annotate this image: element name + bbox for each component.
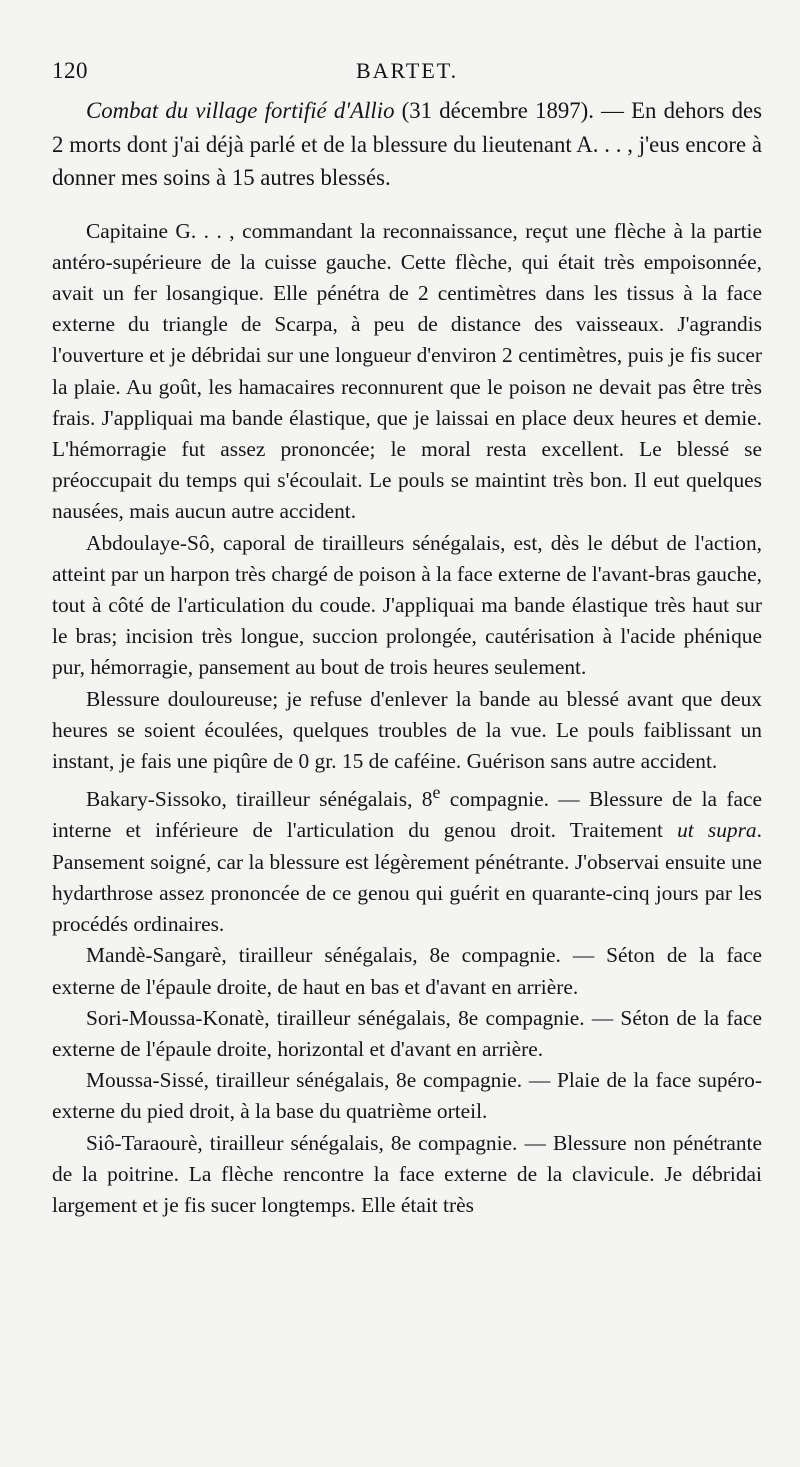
running-head: BARTET. [356,58,459,83]
bakary-text: compagnie. — Blessure de la face interne et inférieure de l'articulation du genou droit. Traitement [52,787,762,843]
paragraph-abdoulaye: Abdoulaye-Sô, caporal de tirailleurs sénégalais, est, dès le début de l'action, atteint par un harpon très chargé de poison à la face externe de l'avant-bras gauche, tout à côté de l'articulation du coude. J'appliquai ma bande élastique très haut sur le bras; incision très longue, succion prolongée, cautérisation à l'acide phénique pur, hémorragie, pansement au bout de trois heures seulement. [52,530,762,680]
bakary-superscript: e [432,782,441,803]
section-heading: Combat du village fortifié d'Allio [86,98,395,123]
paragraph-blessure: Blessure douloureuse; je refuse d'enlever la bande au blessé avant que deux heures se soient écoulées, quelques troubles de la vue. Le pouls faiblissant un instant, je fais une piqûre de 0 gr. 15 de caféine. Guérison sans autre accident. [52,686,762,773]
paragraph-sori: Sori-Moussa-Konatè, tirailleur sénégalais, 8e compagnie. — Séton de la face externe de l'épaule droite, horizontal et d'avant en arrière. [52,1005,762,1061]
paragraph-moussa: Moussa-Sissé, tirailleur sénégalais, 8e compagnie. — Plaie de la face supéro-externe du pied droit, à la base du quatrième orteil. [52,1068,762,1124]
ut-supra: ut supra [677,818,757,843]
paragraph-bakary [52,777,762,940]
intro-paragraph [52,94,762,195]
bakary-end: . Pansement soigné, car la blessure est légèrement pénétrante. J'observai ensuite une hydarthrose assez prononcée de ce genou qui guérit en quarante-cinq jours par les procédés ordinaires. [52,818,762,937]
body-text [52,94,762,1221]
intro-text: — En dehors des 2 morts dont j'ai déjà parlé et de la blessure du lieutenant A. . . , j'eus encore à donner mes soins à 15 autres blessés. [52,98,763,190]
section-date: (31 décembre 1897). [401,98,594,123]
paragraph-sio: Siô-Taraourè, tirailleur sénégalais, 8e compagnie. — Blessure non pénétrante de la poitrine. La flèche rencontre la face externe de la clavicule. Je débridai largement et je fis sucer longtemps. Elle était très [52,1130,762,1217]
page-number: 120 [52,58,88,83]
paragraph-captain: Capitaine G. . . , commandant la reconnaissance, reçut une flèche à la partie antéro-supérieure de la cuisse gauche. Cette flèche, qui était très empoisonnée, avait un fer losangique. Elle pénétra de 2 centimètres dans les tissus à la face externe du triangle de Scarpa, à peu de distance des vaisseaux. J'agrandis l'ouverture et je débridai sur une longueur d'environ 2 centimètres, puis je fis sucer la plaie. Au goût, les hamacaires reconnurent que le poison ne devait pas être très frais. J'appliquai ma bande élastique, que je laissai en place deux heures et demie. L'hémorragie fut assez prononcée; le moral resta excellent. Le blessé se préoccupait du temps qui s'écoulait. Le pouls se maintint très bon. Il eut quelques nausées, mais aucun autre accident. [52,218,762,524]
page-header [52,58,762,94]
bakary-lead: Bakary-Sissoko, tirailleur sénégalais, 8 [86,787,433,812]
paragraph-mande: Mandè-Sangarè, tirailleur sénégalais, 8e compagnie. — Séton de la face externe de l'épaule droite, de haut en bas et d'avant en arrière. [52,943,762,999]
